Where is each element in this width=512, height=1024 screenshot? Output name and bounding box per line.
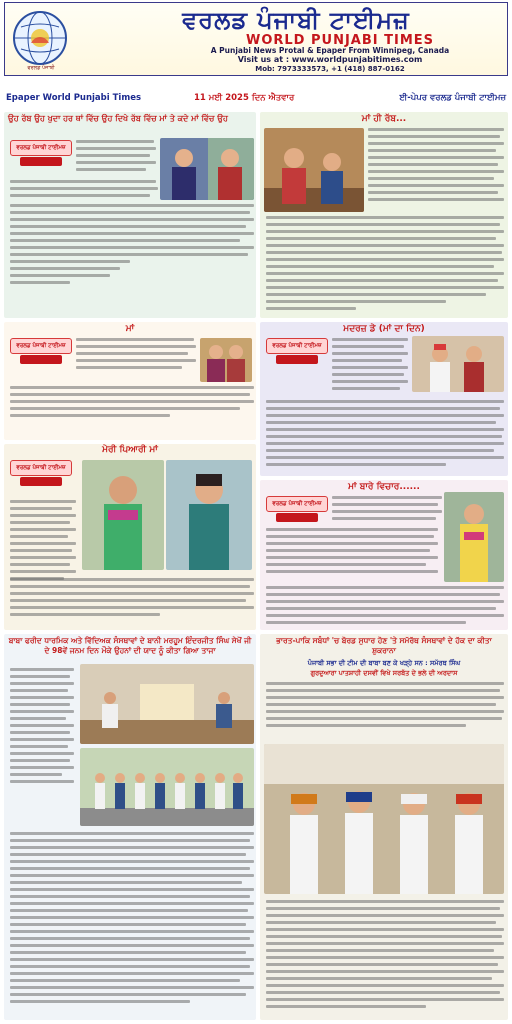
publisher-badge bbox=[266, 338, 328, 372]
masthead bbox=[4, 2, 508, 76]
article-subheadline: ਗੁਰਦੁਆਰਾ ਪਾਤਸ਼ਾਹੀ ਦਸਵੀਂ ਵਿਖੇ ਸਰਬੱਤ ਦੇ ਭਲੇ ਦੀ ਅਰਦਾਸ bbox=[310, 669, 458, 677]
article-body-text bbox=[10, 180, 158, 201]
article-body-text bbox=[10, 386, 254, 421]
publisher-badge bbox=[10, 460, 72, 494]
badge-title: ਵਰਲਡ ਪੰਜਾਬੀ ਟਾਈਮਜ਼ bbox=[266, 338, 328, 354]
badge-subtitle bbox=[276, 355, 318, 364]
article-body-text bbox=[266, 216, 504, 314]
article-headline: ਮੇਰੀ ਪਿਆਰੀ ਮਾਂ bbox=[102, 445, 158, 455]
globe-logo-icon bbox=[11, 9, 69, 67]
article-headline: ਬਾਬਾ ਫਰੀਦ ਧਾਰਮਿਕ ਅਤੇ ਵਿੱਦਿਅਕ ਸੰਸਥਾਵਾਂ ਦੇ ਬਾਨੀ ਮਰਹੂਮ ਇੰਦਰਜੀਤ ਸਿੰਘ ਸੇਖੋਂ ਜੀ ਦੇ 98ਵੇਂ ਜਨਮ ਦਿਨ ਮੌਕੇ ਉਹਨਾਂ ਦੀ ਯਾਦ ਨੂੰ ਕੀਤਾ ਗਿਆ ਤਾਜਾ bbox=[8, 636, 252, 655]
article-headline: ਉਹ ਰੱਬ ਉਹ ਖੁਦਾ ਹਰ ਥਾਂ ਵਿੱਚ ਉਹ ਦਿਖੇ ਰੱਬ ਵਿੱਚ ਮਾਂ ਤੇ ਕਦੇ ਮਾਂ ਵਿੱਚ ਉਹ bbox=[8, 114, 228, 123]
article-body-text bbox=[266, 900, 504, 1012]
logo-caption: ਵਰਲਡ ਪੰਜਾਬੀ bbox=[27, 65, 55, 71]
article-body-text bbox=[10, 204, 254, 288]
article-body-text bbox=[266, 682, 504, 731]
date-bar bbox=[4, 93, 508, 107]
masthead-website[interactable]: Visit us at : www.worldpunjabitimes.com bbox=[237, 55, 423, 64]
article-photo bbox=[166, 460, 252, 570]
article-body-text bbox=[10, 578, 254, 620]
article-photo bbox=[264, 128, 364, 212]
article-body-text bbox=[332, 338, 408, 394]
masthead-title-english: WORLD PUNJABI TIMES bbox=[245, 33, 435, 48]
article-subheadline: ਪੰਜਾਬੀ ਸਭਾ ਦੀ ਟੀਮ ਦੀ ਬਾਬਾ ਬਣ ਕੇ ਖੜ੍ਹੇ ਸਨ : ਸਮੱਰਥ ਸਿੰਘ bbox=[307, 659, 461, 667]
article-headline: ਮਾਂ ਹੀ ਰੱਬ... bbox=[361, 114, 407, 124]
masthead-phone: Mob: 7973333573, +1 (418) 887-0162 bbox=[255, 65, 405, 73]
article-photo bbox=[200, 338, 252, 382]
article-body-text bbox=[266, 400, 504, 470]
badge-title: ਵਰਲਡ ਪੰਜਾਬੀ ਟਾਈਮਜ਼ bbox=[10, 338, 72, 354]
article-photo bbox=[160, 138, 254, 200]
article-headline: ਮਦਰਜ਼ ਡੇ (ਮਾਂ ਦਾ ਦਿਨ) bbox=[343, 324, 425, 334]
article-photo bbox=[444, 492, 504, 582]
badge-title: ਵਰਲਡ ਪੰਜਾਬੀ ਟਾਈਮਜ਼ bbox=[10, 140, 72, 156]
badge-subtitle bbox=[276, 513, 318, 522]
publisher-badge bbox=[10, 338, 72, 372]
article-headline: ਮਾਂ bbox=[125, 324, 135, 334]
badge-title: ਵਰਲਡ ਪੰਜਾਬੀ ਟਾਈਮਜ਼ bbox=[10, 460, 72, 476]
masthead-title-punjabi: ਵਰਲਡ ਪੰਜਾਬੀ ਟਾਈਮਜ਼ bbox=[182, 5, 410, 34]
article-photo bbox=[264, 744, 504, 894]
article-body-text bbox=[10, 500, 76, 584]
epaper-label-pa: ਈ-ਪੇਪਰ ਵਰਲਡ ਪੰਜਾਬੀ ਟਾਈਮਜ਼ bbox=[399, 93, 506, 103]
article-photo bbox=[82, 460, 164, 570]
article-photo bbox=[80, 664, 254, 744]
epaper-label-en: Epaper World Punjabi Times bbox=[6, 93, 142, 103]
article-photo bbox=[80, 748, 254, 826]
article-body-text bbox=[332, 496, 442, 524]
badge-subtitle bbox=[20, 355, 62, 364]
badge-title: ਵਰਲਡ ਪੰਜਾਬੀ ਟਾਈਮਜ਼ bbox=[266, 496, 328, 512]
article-body-text bbox=[266, 528, 438, 577]
publisher-badge bbox=[10, 140, 72, 174]
badge-subtitle bbox=[20, 157, 62, 166]
article-headline: ਮਾਂ ਬਾਰੇ ਵਿਚਾਰ...... bbox=[348, 482, 420, 492]
article-body-text bbox=[368, 128, 504, 205]
masthead-tagline: A Punjabi News Protal & Epaper From Winnipeg, Canada bbox=[210, 46, 450, 55]
article-body-text bbox=[10, 832, 254, 1007]
badge-subtitle bbox=[20, 477, 62, 486]
article-body-text bbox=[76, 140, 156, 175]
article-body-text bbox=[76, 338, 196, 373]
publisher-badge bbox=[266, 496, 328, 530]
article-body-text bbox=[10, 668, 74, 787]
article-photo bbox=[412, 336, 504, 392]
issue-date: 11 ਮਈ 2025 ਦਿਨ ਐਤਵਾਰ bbox=[194, 93, 295, 103]
article-body-text bbox=[266, 586, 504, 628]
article-headline: ਭਾਰਤ-ਪਾਕਿ ਸਬੰਧਾਂ 'ਚ ਬੋਰਡ ਸੁਧਾਰ ਹੋਣ 'ਤੇ ਸਮੱਰੱਥ ਸੰਸਥਾਵਾਂ ਦੇ ਹੱਕ ਦਾ ਕੀਤਾ ਸ਼ੁਕਰਾਨਾ bbox=[276, 636, 492, 655]
